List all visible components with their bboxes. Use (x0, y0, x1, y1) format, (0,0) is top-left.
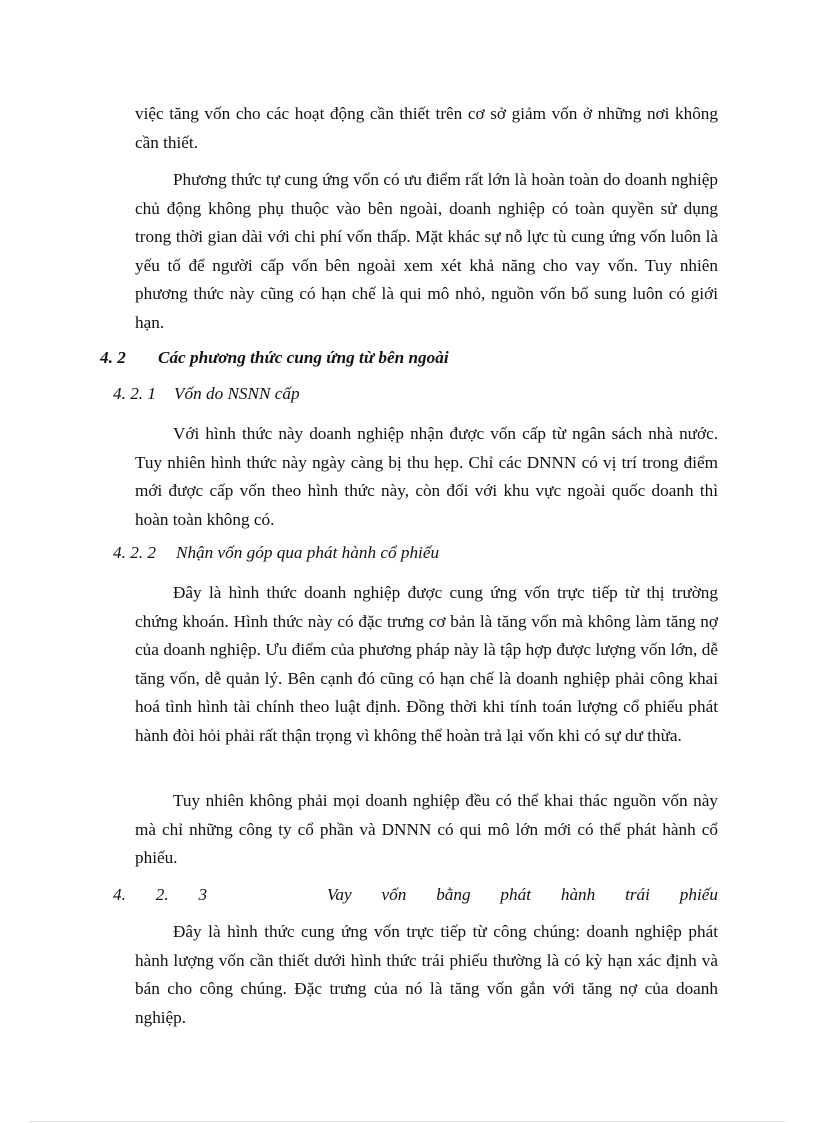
subsection-title-gap (237, 885, 297, 905)
section-heading-4-2 (100, 348, 449, 368)
subsection-number-part: 4. (113, 885, 126, 904)
section-title: Các phương thức cung ứng từ bên ngoài (158, 348, 449, 367)
subsection-heading-4-2-3 (113, 885, 718, 905)
subsection-title-word: phát (500, 885, 531, 904)
paragraph-shares-limitation: Tuy nhiên không phải mọi doanh nghiệp đều có thể khai thác nguồn vốn này mà chỉ những công ty cổ phần và DNNN có qui mô lớn mới có thể phát hành cổ phiếu. (135, 791, 718, 868)
paragraph-state-budget: Với hình thức này doanh nghiệp nhận được vốn cấp từ ngân sách nhà nước. Tuy nhiên hình thức này ngày càng bị thu hẹp. Chỉ các DNNN có vị trí trong điểm mới được cấp vốn theo hình thức này, còn đối với khu vực ngoài quốc doanh thì hoàn toàn không có. (135, 424, 718, 529)
page-bottom-border (30, 1121, 786, 1122)
subsection-title-word: bằng (436, 885, 471, 904)
subsection-title-word: vốn (381, 885, 407, 904)
subsection-number: 4. 2. 1 (113, 384, 156, 403)
paragraph-bonds: Đây là hình thức cung ứng vốn trực tiếp từ công chúng: doanh nghiệp phát hành lượng vốn cần thiết dưới hình thức trái phiếu thường là có kỳ hạn xác định và bán cho công chúng. Đặc trưng của nó là tăng vốn gắn với tăng nợ của doanh nghiệp. (135, 922, 718, 1027)
paragraph-self-funding: Phương thức tự cung ứng vốn có ưu điểm rất lớn là hoàn toàn do doanh nghiệp chủ động không phụ thuộc vào bên ngoài, doanh nghiệp có toàn quyền sử dụng trong thời gian dài với chi phí vốn thấp. Mặt khác sự nỗ lực tù cung ứng vốn luôn là yếu tố để người cấp vốn bên ngoài xem xét khả năng cho vay vốn. Tuy nhiên phương thức này cũng có hạn chế là qui mô nhỏ, nguồn vốn bổ sung luôn có giới hạn. (135, 170, 718, 332)
paragraph-shares: Đây là hình thức doanh nghiệp được cung ứng vốn trực tiếp từ thị trường chứng khoán. Hình thức này có đặc trưng cơ bản là tăng vốn mà không làm tăng nợ của doanh nghiệp. Ưu điểm của phương pháp này là tập hợp được lượng vốn lớn, dễ tăng vốn, dễ quản lý. Bên cạnh đó cũng có hạn chế là doanh nghiệp phải công khai hoá tình hình tài chính theo luật định. Đồng thời khi tính toán lượng cổ phiếu phát hành đòi hỏi phải rất thận trọng vì không thể hoàn trả lại vốn khi có sự dư thừa. (135, 583, 718, 745)
subsection-title-word: phiếu (679, 885, 718, 904)
paragraph-continuation: việc tăng vốn cho các hoạt động cần thiết trên cơ sở giảm vốn ở những nơi không cần thiết. (135, 104, 718, 152)
subsection-number-part: 3 (198, 885, 208, 904)
subsection-title-word: hành (560, 885, 596, 904)
subsection-title-word: trái (625, 885, 650, 904)
subsection-number: 4. 2. 2 (113, 543, 156, 562)
subsection-number-part: 2. (155, 885, 169, 904)
section-number: 4. 2 (100, 348, 126, 367)
subsection-title-word: Vay (326, 885, 352, 904)
subsection-heading-4-2-2 (113, 543, 439, 563)
subsection-title: Vốn do NSNN cấp (174, 384, 300, 403)
subsection-title: Nhận vốn góp qua phát hành cổ phiếu (176, 543, 440, 562)
subsection-heading-4-2-1 (113, 384, 300, 404)
